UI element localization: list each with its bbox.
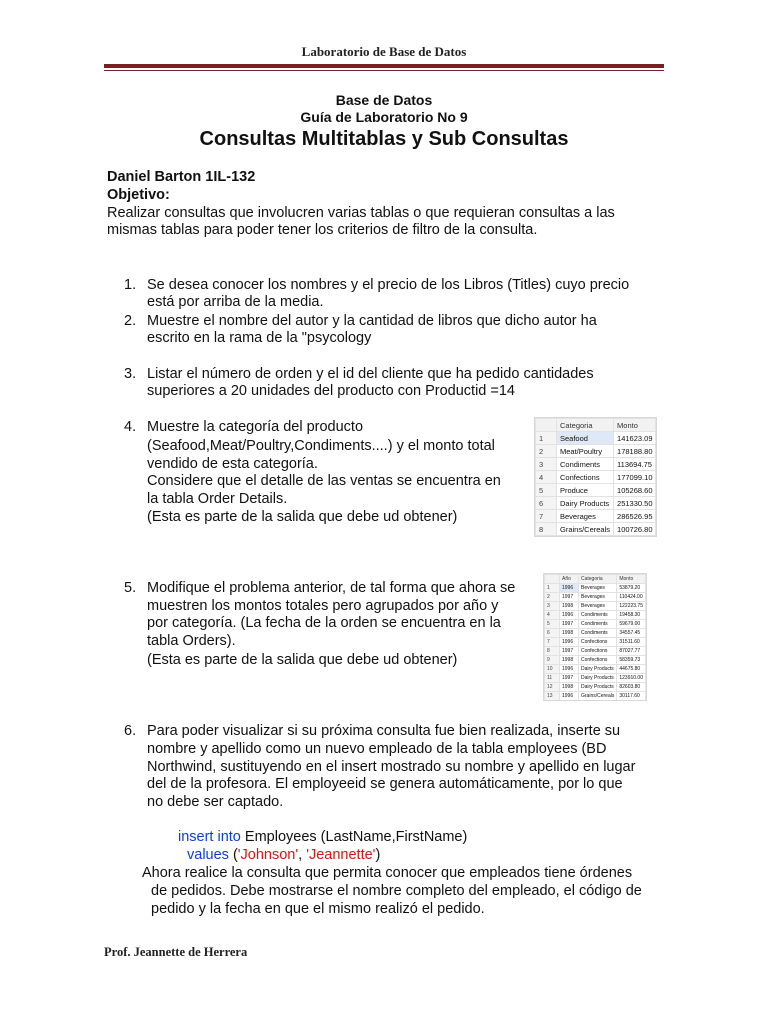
row-index: 12 (545, 683, 560, 692)
code-paren: ( (320, 829, 326, 845)
cell-anio: 1997 (560, 674, 579, 683)
row-index: 6 (545, 629, 560, 638)
item-number: 1. (124, 277, 137, 293)
table-row (536, 471, 656, 484)
table-row (545, 647, 646, 656)
grid-header: Categoria (557, 419, 614, 432)
table-row (536, 432, 656, 445)
table-row (545, 629, 646, 638)
item-line: Listar el número de orden y el id del cliente que ha pedido cantidades (147, 366, 594, 382)
grid-corner (536, 419, 557, 432)
table-row (536, 523, 656, 536)
table-row (545, 656, 646, 665)
table-row (536, 445, 656, 458)
cell-anio: 1998 (560, 656, 579, 665)
item-line: Se desea conocer los nombres y el precio de los Libros (Titles) cuyo precio (147, 277, 630, 293)
table-row (545, 620, 646, 629)
item-line: Muestre el nombre del autor y la cantidad de libros que dicho autor ha (147, 313, 597, 329)
code-comma: , (298, 847, 307, 863)
item-line: por categoría. (La fecha de la orden se encuentra en la (147, 615, 501, 631)
cell-categoria: Beverages (579, 602, 617, 611)
code-paren: ) (462, 829, 468, 845)
doc-guide-number: Guía de Laboratorio No 9 (300, 109, 468, 125)
doc-title: Consultas Multitablas y Sub Consultas (199, 128, 569, 150)
item-line: del de la profesora. El employeeid se genera automáticamente, por lo que (147, 776, 623, 792)
row-index: 10 (545, 665, 560, 674)
cell-monto: 31511.60 (617, 638, 646, 647)
cell-monto: 53879.20 (617, 584, 646, 593)
cell-categoria: Dairy Products (579, 683, 617, 692)
table-row (545, 593, 646, 602)
code-paren: ( (228, 847, 238, 863)
row-index: 1 (545, 584, 560, 593)
table-row (545, 692, 646, 701)
header-rule (104, 64, 664, 68)
cell-monto: 123910.00 (617, 674, 646, 683)
item-number: 4. (124, 419, 137, 435)
table-row (545, 584, 646, 593)
cell-categoria: Grains/Cereals (579, 692, 617, 701)
cell-categoria: Beverages (579, 593, 617, 602)
cell-categoria: Confections (579, 647, 617, 656)
cell-monto: 34557.45 (617, 629, 646, 638)
cell-categoria: Condiments (557, 458, 614, 471)
row-index: 7 (545, 638, 560, 647)
grid-header: Monto (617, 575, 646, 584)
table-row (545, 638, 646, 647)
cell-monto: 178188.80 (614, 445, 656, 458)
item-line: Considere que el detalle de las ventas se encuentra en (147, 473, 501, 489)
code-keyword: values (187, 847, 229, 863)
cell-anio: 1998 (560, 683, 579, 692)
cell-monto: 141623.09 (614, 432, 656, 445)
cell-anio: 1997 (560, 593, 579, 602)
item-line: no debe ser captado. (147, 794, 284, 810)
row-index: 8 (536, 523, 557, 536)
cell-categoria: Dairy Products (579, 665, 617, 674)
item-line: Para poder visualizar si su próxima consulta fue bien realizada, inserte su (147, 723, 621, 739)
cell-categoria: Meat/Poultry (557, 445, 614, 458)
header-rule-thin (104, 70, 664, 71)
table-row (545, 611, 646, 620)
row-index: 8 (545, 647, 560, 656)
code-string: 'Johnson' (237, 847, 299, 863)
item-line: (Esta es parte de la salida que debe ud obtener) (147, 509, 458, 525)
code-keyword: insert into (178, 829, 241, 845)
item-line: Modifique el problema anterior, de tal forma que ahora se (147, 580, 516, 596)
item-number: 2. (124, 313, 137, 329)
table-row (536, 497, 656, 510)
item-number: 3. (124, 366, 137, 382)
table-row (536, 458, 656, 471)
cell-anio: 1996 (560, 692, 579, 701)
row-index: 6 (536, 497, 557, 510)
cell-categoria: Beverages (579, 584, 617, 593)
cell-monto: 59679.00 (617, 620, 646, 629)
cell-monto: 44675.80 (617, 665, 646, 674)
item-line: la tabla Order Details. (147, 491, 288, 507)
item-line: Muestre la categoría del producto (147, 419, 364, 435)
objective-line: Realizar consultas que involucren varias tablas o que requieran consultas a las (107, 205, 615, 221)
grid-header: Año (560, 575, 579, 584)
cell-monto: 177099.10 (614, 471, 656, 484)
row-index: 1 (536, 432, 557, 445)
item-line: vendido de esta categoría. (147, 456, 318, 472)
item-number: 6. (124, 723, 137, 739)
cell-monto: 286526.95 (614, 510, 656, 523)
result-grid-years (543, 573, 647, 701)
row-index: 4 (545, 611, 560, 620)
code-paren: ) (375, 847, 381, 863)
after-line: Ahora realice la consulta que permita conocer que empleados tiene órdenes (142, 865, 633, 881)
objective-line: mismas tablas para poder tener los criterios de filtro de la consulta. (107, 222, 538, 238)
cell-anio: 1998 (560, 629, 579, 638)
cell-categoria: Seafood (557, 432, 614, 445)
objective-label: Objetivo: (107, 187, 170, 203)
table-row (545, 683, 646, 692)
table-row (545, 602, 646, 611)
cell-categoria: Confections (579, 638, 617, 647)
item-line: superiores a 20 unidades del producto con Productid =14 (147, 383, 515, 399)
cell-anio: 1998 (560, 602, 579, 611)
cell-categoria: Confections (557, 471, 614, 484)
row-index: 13 (545, 692, 560, 701)
item-line: escrito en la rama de la "psycology (147, 330, 372, 346)
cell-monto: 110424.00 (617, 593, 646, 602)
cell-monto: 30117.60 (617, 692, 646, 701)
cell-categoria: Condiments (579, 620, 617, 629)
item-line: Northwind, sustituyendo en el insert mostrado su nombre y apellido en lugar (147, 759, 636, 775)
cell-anio: 1997 (560, 620, 579, 629)
code-columns: LastName,FirstName (325, 829, 463, 845)
cell-monto: 113694.75 (614, 458, 656, 471)
cell-categoria: Beverages (557, 510, 614, 523)
cell-monto: 105268.60 (614, 484, 656, 497)
item-line: (Seafood,Meat/Poultry,Condiments....) y el monto total (147, 438, 495, 454)
result-grid-categories (534, 417, 657, 537)
cell-monto: 251330.50 (614, 497, 656, 510)
doc-subject: Base de Datos (335, 92, 433, 108)
row-index: 4 (536, 471, 557, 484)
table-row (536, 510, 656, 523)
author-line: Daniel Barton 1IL-132 (107, 169, 256, 185)
grid-corner (545, 575, 560, 584)
cell-categoria: Condiments (579, 629, 617, 638)
row-index: 11 (545, 674, 560, 683)
cell-monto: 100726.80 (614, 523, 656, 536)
code-string: 'Jeannette' (306, 847, 376, 863)
page-footer: Prof. Jeannette de Herrera (104, 945, 248, 959)
table-row (545, 674, 646, 683)
item-line: tabla Orders). (147, 633, 236, 649)
row-index: 5 (545, 620, 560, 629)
cell-categoria: Produce (557, 484, 614, 497)
after-line: pedido y la fecha en que el mismo realizó el pedido. (151, 901, 485, 917)
item-line: está por arriba de la media. (147, 294, 324, 310)
row-index: 2 (536, 445, 557, 458)
grid-header: Monto (614, 419, 656, 432)
cell-categoria: Dairy Products (557, 497, 614, 510)
cell-monto: 82603.80 (617, 683, 646, 692)
page-header: Laboratorio de Base de Datos (301, 44, 467, 59)
cell-monto: 19458.30 (617, 611, 646, 620)
row-index: 3 (545, 602, 560, 611)
row-index: 9 (545, 656, 560, 665)
cell-monto: 87027.77 (617, 647, 646, 656)
cell-anio: 1996 (560, 611, 579, 620)
cell-anio: 1997 (560, 647, 579, 656)
item-line: nombre y apellido como un nuevo empleado de la tabla employees (BD (147, 741, 607, 757)
table-row (536, 484, 656, 497)
cell-anio: 1996 (560, 665, 579, 674)
cell-monto: 58359.73 (617, 656, 646, 665)
after-line: de pedidos. Debe mostrarse el nombre completo del empleado, el código de (151, 883, 642, 899)
cell-anio: 1996 (560, 638, 579, 647)
item-line: (Esta es parte de la salida que debe ud obtener) (147, 652, 458, 668)
table-row (545, 665, 646, 674)
item-line: muestren los montos totales pero agrupados por año y (147, 598, 499, 614)
grid-header: Categoria (579, 575, 617, 584)
cell-categoria: Dairy Products (579, 674, 617, 683)
row-index: 5 (536, 484, 557, 497)
cell-categoria: Grains/Cereals (557, 523, 614, 536)
row-index: 2 (545, 593, 560, 602)
code-line-insert (178, 829, 467, 847)
cell-monto: 122223.75 (617, 602, 646, 611)
code-table: Employees (240, 829, 321, 845)
code-line-values (187, 847, 380, 865)
row-index: 3 (536, 458, 557, 471)
cell-anio: 1996 (560, 584, 579, 593)
cell-categoria: Confections (579, 656, 617, 665)
cell-categoria: Condiments (579, 611, 617, 620)
row-index: 7 (536, 510, 557, 523)
item-number: 5. (124, 580, 137, 596)
